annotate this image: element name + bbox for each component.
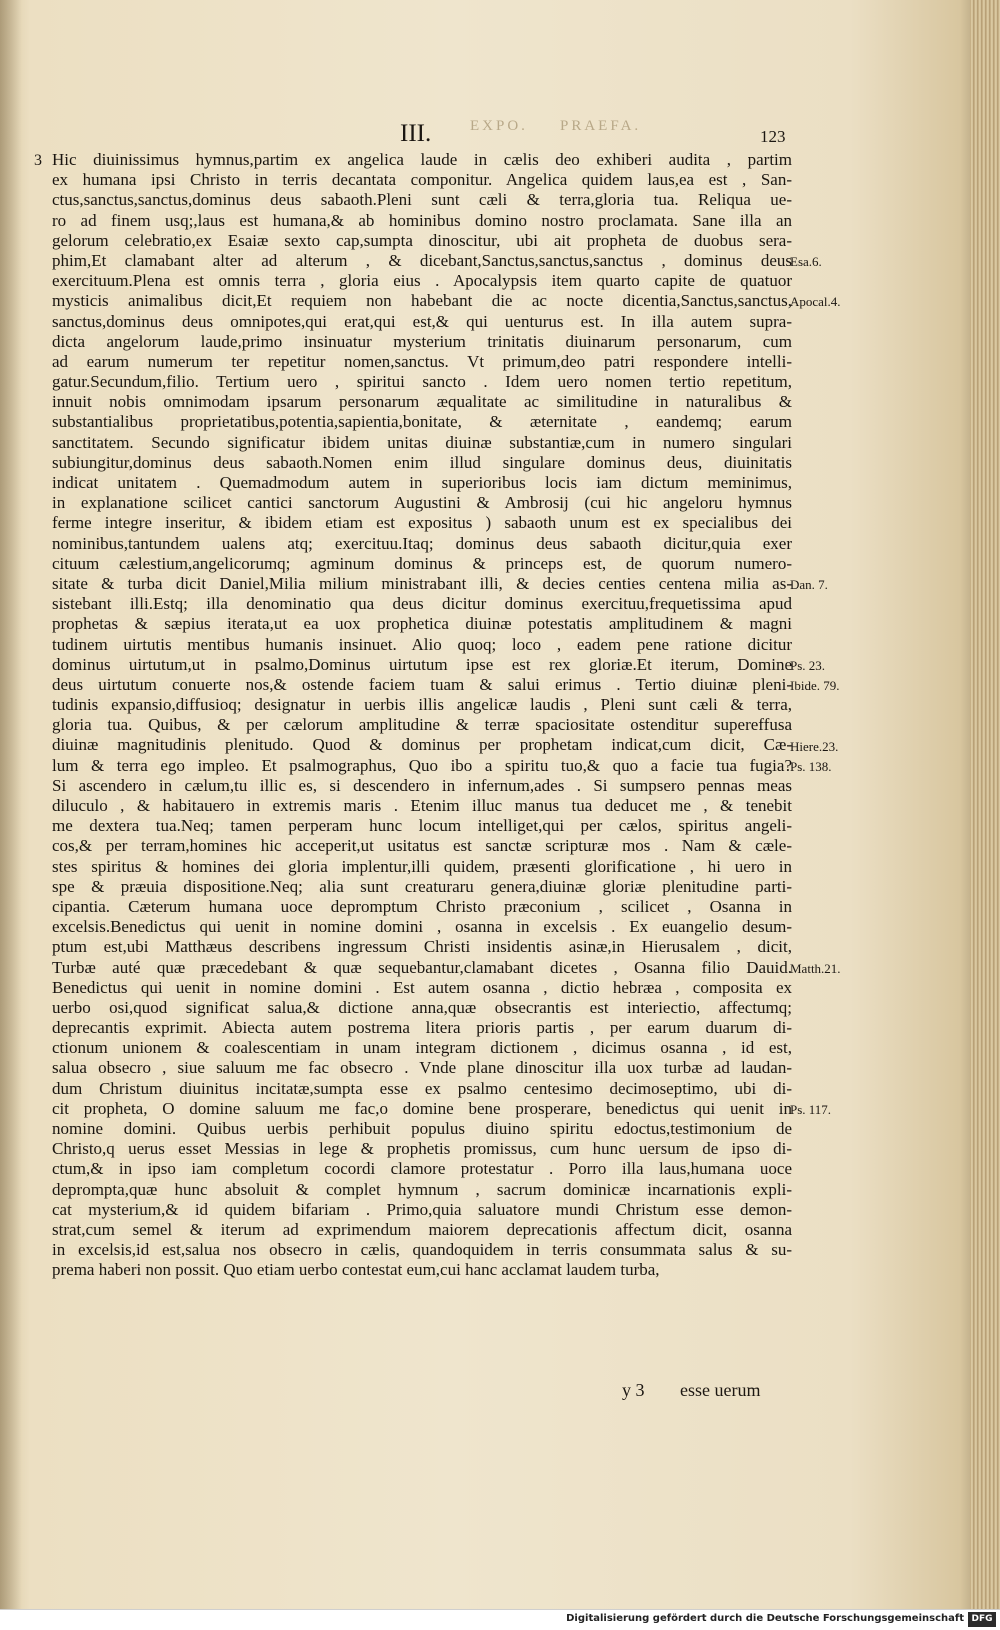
text-line: indicat unitatem . Quemadmodum autem in superioribus locis iam dictum meminimus,: [52, 473, 792, 492]
text-line: ferme integre inseritur, & ibidem etiam est expositus ) sabaoth unum est ex specialibus dei: [52, 513, 792, 533]
margin-note: Ps. 117.: [790, 1102, 832, 1118]
text-line: nominibus,tantundem ualens atq; exercituu.Itaq; dominus deus sabaoth dicitur,quia exer: [52, 533, 792, 553]
folio-number: 123: [760, 127, 786, 146]
page-header-numeral: III.: [400, 120, 432, 147]
text-line: dum Christum diuinitus incitatæ,sumpta esse ex psalmo centesimo decimoseptimo, ubi di-: [52, 1078, 792, 1098]
text-line: ctus,sanctus,sanctus,dominus deus sabaoth.Pleni sunt cæli & terra,gloria tua. Reliqua ue-: [52, 190, 792, 210]
text-line: uerbo osi,quod significat salua,& dictione anna,quæ obsecrantis est interiectio, affectumq;: [52, 997, 792, 1017]
text-line: tudinis expansio,diffusioq; designatur in uerbis illis angelicæ laudis , Pleni sunt cæli & terra,: [52, 695, 792, 715]
text-line: dicta angelorum laude,primo insinuatur mysterium trinitatis diuinarum personarum, cum: [52, 331, 792, 351]
text-line: ptum est,ubi Matthæus describens ingressum Christi insidentis asinæ,in Hierusalem , dicit,: [52, 937, 792, 957]
text-line: spe & præuia dispositione.Neq; alia sunt creaturaru genera,diuinæ gloriæ plenitudine parti-: [52, 876, 792, 896]
text-line: prema haberi non possit. Quo etiam uerbo contestat eum,cui hanc acclamat laudem turba,: [52, 1260, 660, 1280]
text-line: deprecantis exprimit. Abiecta autem postrema litera prioris partis , per earum duarum di-: [52, 1018, 792, 1038]
text-line: salua obsecro , siue saluum me fac obsecro . Vnde plane dinoscitur illa uox turbæ ad laudan-: [52, 1058, 792, 1078]
text-line: Benedictus qui uenit in nomine domini . Est autem osanna , dictio hebræa , composita ex: [52, 977, 792, 997]
bleed-through-text: PRAEFA.: [560, 118, 642, 134]
text-line: Si ascendero in cælum,tu illic es, si descendero in infernum,ades . Si sumpsero pennas meas: [52, 775, 792, 795]
text-line: mysticis animalibus dicit,Et requiem non habebant die ac nocte dicentia,Sanctus,sanctus,: [52, 291, 792, 311]
text-line: subiungitur,dominus deus sabaoth.Nomen enim illud singulare dominus deus, diuinitatis: [52, 452, 792, 472]
text-line: phim,Et clamabant alter ad alterum , & dicebant,Sanctus,sanctus,sanctus , dominus deus: [52, 250, 792, 270]
text-line: diluculo , & habitauero in extremis maris . Etenim illuc manus tua deducet me , & tenebit: [52, 796, 792, 815]
text-line: strat,cum semel & iterum ad exprimendum maiorem deprecationis affectum dicit, osanna: [52, 1219, 792, 1239]
margin-note: Esa.6.: [790, 254, 822, 269]
catchword: esse uerum: [680, 1380, 761, 1400]
margin-note: Apocal.4.: [790, 294, 841, 310]
text-line: Turbæ auté quæ præcedebant & quæ sequebantur,clamabant dicetes , Osanna filio Dauid.: [52, 957, 792, 977]
text-line: Hic diuinissimus hymnus,partim ex angelica laude in cælis deo exhiberi audita , partim: [52, 150, 792, 169]
bleed-through-text: EXPO.: [470, 118, 528, 134]
text-line: excelsis.Benedictus qui uenit in nomine domini , osanna in excelsis . Ex euangelio desum-: [52, 917, 792, 937]
margin-note: Hiere.23.: [790, 738, 839, 754]
text-line: deprompta,quæ hunc absoluit & complet hymnum , sacrum dominicæ incarnationis expli-: [52, 1179, 792, 1199]
text-line: innuit nobis omnimodam ipsarum personarum æqualitate ac similitudine in naturalibus &: [52, 392, 792, 412]
text-line: sanctitatem. Secundo significatur ibidem unitas diuinæ substantiæ,cum in numero singulari: [52, 432, 792, 452]
text-line: in explanatione scilicet cantici sanctorum Augustini & Ambrosij (cui hic angeloru hymnus: [52, 493, 792, 513]
binding-shadow: [0, 0, 22, 1610]
text-line: Christo,q uerus esset Messias in lege & prophetis promissus, cum hunc uersum de ipso di-: [52, 1139, 792, 1159]
text-line: gatur.Secundum,filio. Tertium uero , spiritui sancto . Idem uero nomen tertio repetitum,: [52, 372, 792, 392]
text-line: exercituum.Plena est omnis terra , gloria eius . Apocalypsis item quarto capite de quatuor: [52, 271, 792, 291]
text-line: ctionum unionem & coalescentiam in unam integram dictionem , dicimus osanna , id est,: [52, 1038, 792, 1058]
text-line: substantialibus proprietatibus,potentia,sapientia,bonitate, & æternitate , eandemq; earum: [52, 412, 792, 432]
margin-note: Ps. 138.: [790, 759, 832, 774]
text-line: stes spiritus & homines dei gloria implentur,illi quidem, præsenti glorificatione , hi uero in: [52, 856, 792, 876]
text-line: ctum,& in ipso iam completum cocordi clamore protestatur . Porro illa laus,humana uoce: [52, 1159, 792, 1179]
main-text-block: [52, 150, 792, 1281]
margin-note: Ibide. 79.: [790, 678, 840, 694]
text-line: cituum cælestium,angelicorumq; agminum dominus & princeps est, de quorum numero-: [52, 553, 792, 573]
text-line: dominus uirtutum,ut in psalmo,Dominus uirtutum ipse est rex gloriæ.Et iterum, Domine: [52, 654, 792, 674]
text-line: me dextera tua.Neq; tamen perperam hunc locum intelliget,qui per cælos, spiritus angeli-: [52, 816, 792, 836]
text-line: cit propheta, O domine saluum me fac,o domine bene prosperare, benedictus qui uenit in: [52, 1098, 792, 1118]
funding-credit: Digitalisierung gefördert durch die Deutsche Forschungsgemeinschaft: [566, 1613, 964, 1624]
text-line: deus uirtutum conuerte nos,& ostende faciem tuam & salui erimus . Tertio diuinæ pleni-: [52, 674, 792, 694]
text-line: sitate & turba dicit Daniel,Milia milium ministrabant illi, & decies centies centena milia as-: [52, 573, 792, 593]
text-line: diuinæ magnitudinis plenitudo. Quod & dominus per prophetam indicat,cum dicit, Cæ-: [52, 735, 792, 755]
margin-note: Ps. 23.: [790, 658, 826, 673]
dfg-logo-icon: DFG: [968, 1612, 996, 1627]
text-line: ad earum numerum ter repetitur nomen,sanctus. Vt primum,deo patri respondere intelli-: [52, 351, 792, 371]
section-mark: 3: [34, 152, 42, 169]
digitization-footer: [0, 1609, 1000, 1630]
text-line: gloria tua. Quibus, & per cælorum amplitudine & terræ spaciositate ostenditur supereffusa: [52, 715, 792, 735]
text-line: cipantia. Cæterum humana uoce depromptum Christo præconium , scilicet , Osanna in: [52, 896, 792, 916]
text-line: tudinem uirtutis mentibus humanis insinuet. Alio quoq; loco , eadem pene ratione dicitur: [52, 634, 792, 654]
text-line: sanctus,dominus deus omnipotes,qui erat,qui est,& qui uenturus est. In illa autem supra-: [52, 311, 792, 331]
text-line: nomine domini. Quibus uerbis perhibuit populus diuino spiritu edoctus,testimonium de: [52, 1119, 792, 1138]
text-line: prophetas & sæpius iterata,ut ea uox prophetica diuinæ potestatis amplitudinem & magni: [52, 614, 792, 634]
text-line: cos,& per terram,homines hic acceperit,ut usitatus est sanctæ scripturæ mos . Nam & cæle-: [52, 836, 792, 856]
margin-note: Matth.21.: [790, 961, 841, 976]
text-line: lum & terra ego impleo. Et psalmographus, Quo ibo a spiritu tuo,& quo a facie tua fugia?: [52, 755, 792, 775]
page-edge: [970, 0, 1000, 1610]
text-line: in excelsis,id est,salua nos obsecro in cælis, quandoquidem in terris consummata salus & su-: [52, 1240, 792, 1260]
text-line: cat mysterium,& id quidem bifariam . Primo,quia saluatore mundi Christum esse demon-: [52, 1199, 792, 1219]
text-line: ro ad finem usq;,laus est humana,& ab hominibus domino nostro proclamata. Sane illa an: [52, 210, 792, 230]
signature-mark: y 3: [622, 1380, 645, 1400]
text-line: gelorum celebratio,ex Esaiæ sexto cap,sumpta dinoscitur, ubi ait propheta de duobus sera-: [52, 230, 792, 250]
margin-note: Dan. 7.: [790, 577, 828, 593]
text-line: ex humana ipsi Christo in terris decantata componitur. Angelica quidem laus,ea est , San-: [52, 170, 792, 190]
text-line: sistebant illi.Estq; illa denominatio qua deus dicitur dominus exercituu,frequetissima apud: [52, 594, 792, 614]
